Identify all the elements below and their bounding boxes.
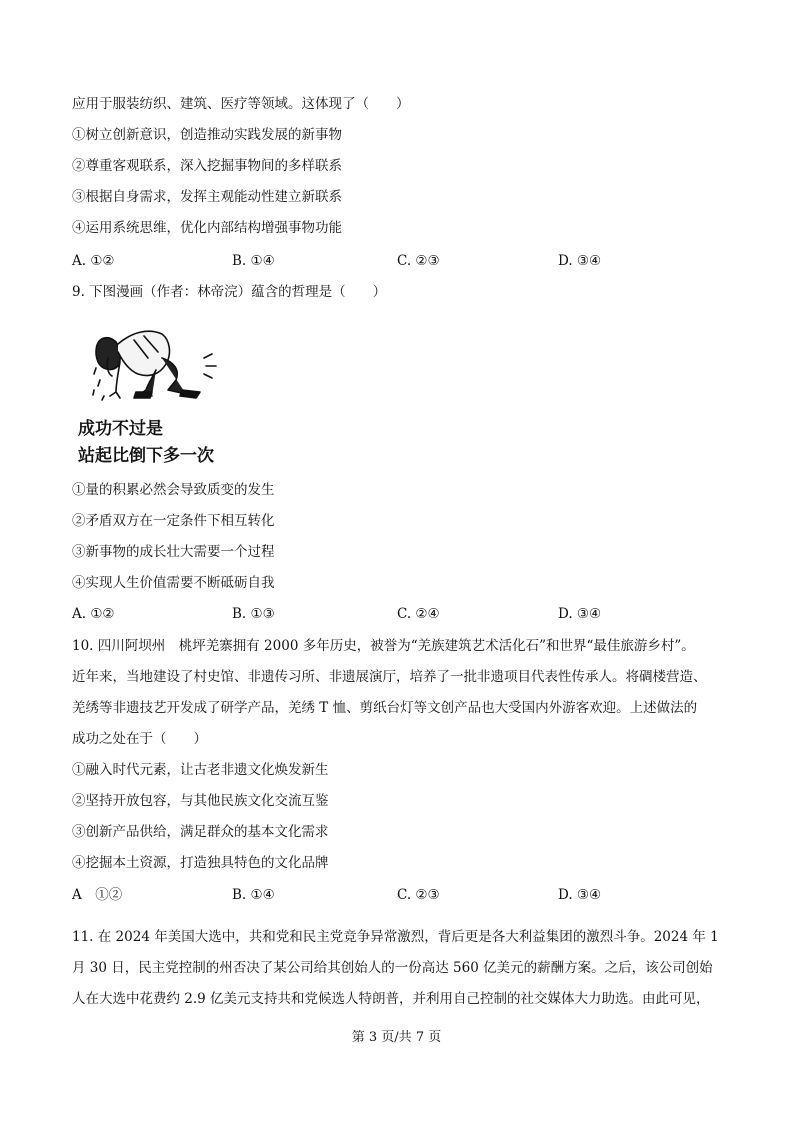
q10-stem-line-2: 近年来，当地建设了村史馆、非遗传习所、非遗展演厅，培养了一批非遗项目代表性传承人。将碉楼营造、 [72, 669, 707, 685]
q10-stem-line-4: 成功之处在于（ ） [72, 731, 207, 747]
q9-option-a: A. ①② [72, 606, 115, 622]
q11-stem-line-2: 月 30 日，民主党控制的州否决了某公司给其创始人的一份高达 560 亿美元的薪酬方案。之后，该公司创始 [72, 960, 713, 976]
q10-option-c: C. ②③ [397, 887, 440, 903]
q10-stem-line-1: 10. 四川阿坝州 桃坪羌寨拥有 2000 多年历史，被誉为“羌族建筑艺术活化石”和世界“最佳旅游乡村”。 [72, 638, 695, 654]
q11-stem-line-1: 11. 在 2024 年美国大选中，共和党和民主党竞争异常激烈，背后更是各大利益集团的激烈斗争。2024 年 1 [72, 929, 719, 945]
q9-option-c: C. ②④ [397, 606, 440, 622]
q8-option-a: A. ①② [72, 253, 115, 269]
q10-stem-line-3: 羌绣等非遗技艺开发成了研学产品，羌绣 T 恤、剪纸台灯等文创产品也大受国内外游客欢迎。上述做法的 [72, 700, 698, 716]
q10-statement-3: ③创新产品供给，满足群众的基本文化需求 [72, 824, 329, 840]
comic-caption-line2: 站起比倒下多一次 [78, 446, 214, 466]
q10-option-b: B. ①④ [232, 887, 275, 903]
q8-statement-3: ③根据自身需求，发挥主观能动性建立新联系 [72, 189, 342, 205]
q10-statement-1: ①融入时代元素，让古老非遗文化焕发新生 [72, 762, 329, 778]
comic-caption-line1: 成功不过是 [78, 419, 163, 439]
page-number-footer: 第 3 页/共 7 页 [351, 1030, 442, 1045]
q9-statement-4: ④实现人生价值需要不断砥砺自我 [72, 575, 275, 591]
q8-option-b: B. ①④ [232, 253, 275, 269]
q9-option-d: D. ③④ [558, 606, 602, 622]
q10-option-a: A ①② [72, 887, 123, 903]
q9-option-b: B. ①③ [232, 606, 275, 622]
q9-statement-3: ③新事物的成长壮大需要一个过程 [72, 544, 275, 560]
q8-option-d: D. ③④ [558, 253, 602, 269]
q10-statement-4: ④挖掘本土资源，打造独具特色的文化品牌 [72, 855, 329, 871]
comic-drawing [76, 318, 246, 470]
q9-stem: 9. 下图漫画（作者：林帝浣）蕴含的哲理是（ ） [72, 284, 387, 300]
q11-stem-line-3: 人在大选中花费约 2.9 亿美元支持共和党候选人特朗普，并利用自己控制的社交媒体大力助选。由此可见， [72, 991, 710, 1007]
q8-statement-4: ④运用系统思维，优化内部结构增强事物功能 [72, 220, 342, 236]
q10-option-d: D. ③④ [558, 887, 602, 903]
q8-option-c: C. ②③ [397, 253, 440, 269]
q9-statement-1: ①量的积累必然会导致质变的发生 [72, 482, 275, 498]
q8-statement-2: ②尊重客观联系，深入挖掘事物间的多样联系 [72, 158, 342, 174]
q10-statement-2: ②坚持开放包容，与其他民族文化交流互鉴 [72, 793, 329, 809]
q9-statement-2: ②矛盾双方在一定条件下相互转化 [72, 513, 275, 529]
comic-illustration [76, 318, 246, 470]
q8-statement-1: ①树立创新意识，创造推动实践发展的新事物 [72, 127, 342, 143]
q8-stem-tail: 应用于服装纺织、建筑、医疗等领域。这体现了（ ） [72, 96, 410, 112]
